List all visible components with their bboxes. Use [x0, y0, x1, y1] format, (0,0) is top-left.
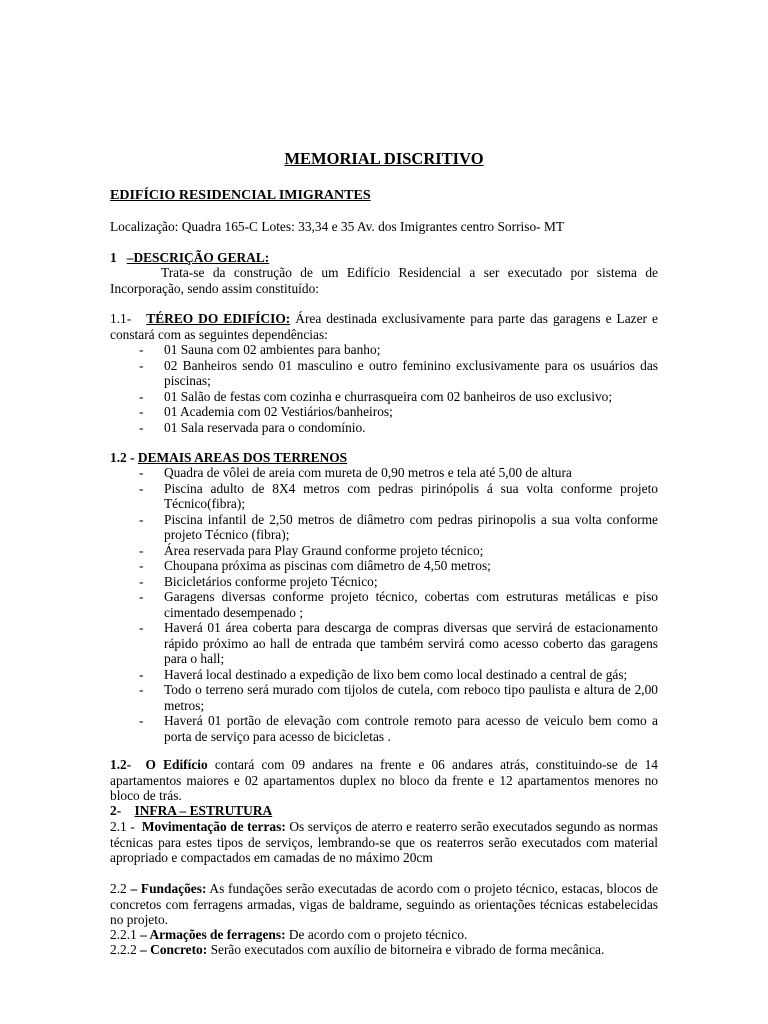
- section-1-2-heading: [110, 450, 658, 466]
- location-line: Localização: Quadra 165-C Lotes: 33,34 e 35 Av. dos Imigrantes centro Sorriso- MT: [110, 219, 565, 234]
- section-text: Os serviços de aterro e reaterro serão executados segundo as normas técnicas para estes tipos de serviços, lembrando-se que os reaterros serão executados com material apropriado e compactados em camadas de no máximo 20cm: [110, 819, 658, 865]
- section-2-1-paragraph: [110, 819, 658, 866]
- list-item: - 01 Academia com 02 Vestiários/banheiros;: [139, 404, 393, 419]
- list-item: - 01 Sala reservada para o condomínio.: [139, 419, 366, 435]
- list-item: - Quadra de vôlei de areia com mureta de 0,90 metros e tela até 5,00 de altura: [139, 465, 572, 480]
- section-number: 2-: [110, 803, 122, 818]
- section-heading: –DESCRIÇÃO GERAL:: [126, 250, 270, 265]
- section-text: As fundações serão executadas de acordo com o projeto técnico, estacas, blocos de concretos com ferragens armadas, vigas de baldrame, seguindo as orientações técnicas estabelecidas no projeto.: [110, 881, 659, 927]
- section-number: 1.2 -: [110, 450, 135, 465]
- section-2-2-paragraph: [110, 881, 658, 928]
- section-1-2-edificio-paragraph: [110, 757, 658, 804]
- list-item: - 02 Banheiros sendo 01 masculino e outro feminino exclusivamente para os usuários das piscinas;: [139, 357, 658, 388]
- section-2-2-2-paragraph: [110, 942, 658, 958]
- section-1-1-list: [139, 342, 658, 435]
- section-heading: – Concreto:: [140, 942, 208, 957]
- list-item: - Haverá 01 área coberta para descarga de compras diversas que servirá de estacionamento rápido próximo ao hall de entrada que também servirá como acesso coberto das garagens para o hall;: [139, 620, 658, 666]
- section-1-text: Trata-se da construção de um Edifício Residencial a ser executado por sistema de Incorporação, sendo assim constituído:: [110, 265, 658, 296]
- document-title: MEMORIAL DISCRITIVO: [284, 149, 484, 168]
- section-text: contará com 09 andares na frente e 06 andares atrás, constituindo-se de 14 apartamentos maiores e 02 apartamentos duplex no bloco da frente e 12 apartamentos menores no bloco de trás.: [110, 757, 658, 803]
- section-heading: – Armações de ferragens:: [140, 927, 286, 942]
- section-1-1-paragraph: [110, 311, 658, 342]
- list-item: - Área reservada para Play Graund conforme projeto técnico;: [139, 542, 484, 558]
- section-number: 2.1 -: [110, 819, 135, 834]
- document-subtitle: EDIFÍCIO RESIDENCIAL IMIGRANTES: [110, 188, 371, 203]
- section-heading: – Fundações:: [130, 881, 207, 896]
- section-text: Serão executados com auxílio de bitorneira e vibrado de forma mecânica.: [210, 942, 605, 957]
- section-1-2-list: [139, 465, 658, 744]
- section-2-heading: [110, 803, 658, 819]
- section-heading: Movimentação de terras:: [141, 819, 286, 834]
- list-item: - 01 Sauna com 02 ambientes para banho;: [139, 342, 381, 357]
- list-item: - Haverá 01 portão de elevação com controle remoto para acesso de veiculo bem como a porta de serviço para acesso de bicicletas .: [139, 713, 658, 744]
- list-item: - Choupana próxima as piscinas com diâmetro de 4,50 metros;: [139, 558, 491, 573]
- section-number: 1: [110, 250, 117, 265]
- list-item: - Piscina infantil de 2,50 metros de diâmetro com pedras pirinopolis a sua volta conforme projeto Técnico (fibra);: [139, 511, 658, 542]
- section-number: 2.2.1: [110, 927, 137, 942]
- section-text: Área destinada exclusivamente para parte das garagens e Lazer e constará com as seguintes dependências:: [110, 311, 658, 342]
- list-item: - Piscina adulto de 8X4 metros com pedras pirinópolis á sua volta conforme projeto Técnico(fibra);: [139, 480, 658, 511]
- list-item: - Garagens diversas conforme projeto técnico, cobertas com estruturas metálicas e piso cimentado desempenado ;: [139, 589, 658, 620]
- section-number: 1.1-: [110, 311, 132, 326]
- section-2-2-1-paragraph: [110, 927, 658, 943]
- section-heading: TÉREO DO EDIFÍCIO:: [146, 311, 291, 326]
- section-number: 2.2: [110, 881, 127, 896]
- section-number: 2.2.2: [110, 942, 137, 957]
- section-1-heading: [110, 250, 658, 266]
- section-text: De acordo com o projeto técnico.: [288, 927, 468, 942]
- section-heading: O Edifício: [145, 757, 208, 772]
- section-heading: INFRA – ESTRUTURA: [134, 803, 273, 818]
- list-item: - Haverá local destinado a expedição de lixo bem como local destinado a central de gás;: [139, 666, 628, 682]
- section-number: 1.2-: [110, 757, 132, 772]
- list-item: - Todo o terreno será murado com tijolos de cutela, com reboco tipo paulista e altura de 2,00 metros;: [139, 682, 658, 713]
- section-heading: DEMAIS AREAS DOS TERRENOS: [137, 450, 348, 465]
- list-item: - 01 Salão de festas com cozinha e churrasqueira com 02 banheiros de uso exclusivo;: [139, 388, 613, 404]
- list-item: - Bicicletários conforme projeto Técnico;: [139, 573, 378, 589]
